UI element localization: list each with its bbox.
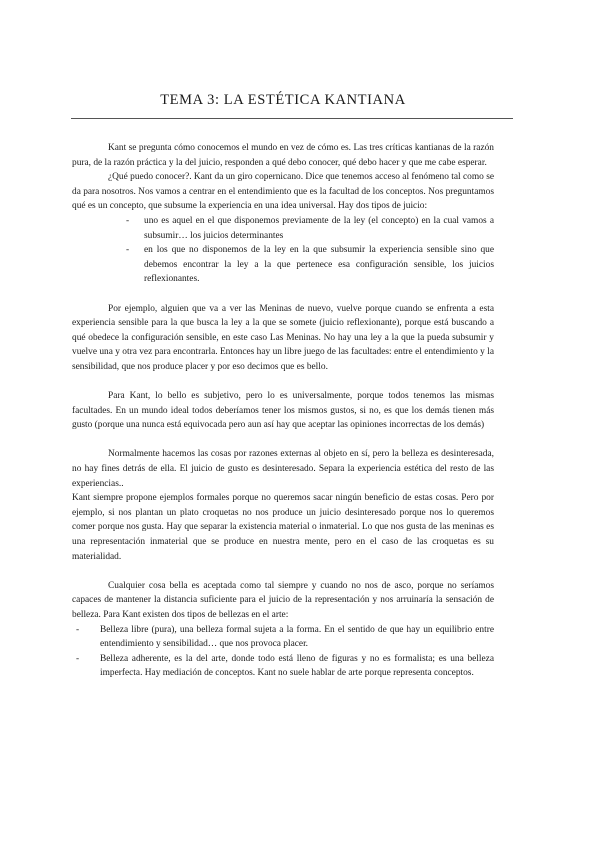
list-item: - Belleza adherente, es la del arte, donde todo está lleno de figuras y no es formalista; es una belleza imperfecta. Hay mediación de conceptos. Kant no suele hablar de arte porque representa conceptos. [76, 653, 494, 679]
document-title: TEMA 3: LA ESTÉTICA KANTIANA [160, 92, 406, 108]
paragraph-1: Kant se pregunta cómo conocemos el mundo en vez de cómo es. Las tres críticas kantianas de la razón pura, de la razón práctica y la del juicio, responden a qué debo conocer, qué debo hacer y que me cabe esperar. [72, 143, 494, 168]
beauty-types-list [72, 623, 494, 681]
title-divider [71, 118, 513, 119]
judgment-types-list [72, 214, 494, 287]
paragraph-6: Kant siempre propone ejemplos formales porque no queremos sacar ningún beneficio de estas cosas. Pero por ejemplo, si nos plantan un plato croquetas no nos produce un juicio desinteresado porque nos lo queremos comer porque nos gusta. Hay que separar la existencia material o inmaterial. Lo que nos gusta de las meninas es una representación inmaterial que se produce en nuestra mente, pero en el caso de las croquetas es su materialidad. [72, 493, 494, 562]
dash-bullet: - [126, 245, 130, 256]
list-item: - en los que no disponemos de la ley en la que subsumir la experiencia sensible sino que debemos encontrar la ley a la que pertenece esa configuración sensible, los juicios reflexionantes. [126, 245, 494, 285]
paragraph-3: Por ejemplo, alguien que va a ver las Meninas de nuevo, vuelve porque cuando se enfrenta a esta experiencia sensible para la que busca la ley a la que se somete (juicio reflexionante), porque está buscando a qué obedece la configuración sensible, en este caso Las Meninas. No hay una ley a la que la pueda subsumir y vuelve una y otra vez para encontrarla. Entonces hay un libre juego de las facultades: entre el entendimiento y la sensibilidad, que nos produce placer y por eso decimos que es bello. [72, 303, 494, 372]
paragraph-2: ¿Qué puedo conocer?. Kant da un giro copernicano. Dice que tenemos acceso al fenómeno tal como se da para nosotros. Nos vamos a centrar en el entendimiento que es la facultad de los conceptos. Nos preguntamos qué es un concepto, que subsume la experiencia en una idea universal. Hay dos tipos de juicio: [72, 172, 494, 212]
document-body [72, 141, 494, 681]
dash-bullet: - [76, 653, 80, 664]
dash-bullet: - [76, 624, 80, 635]
paragraph-4: Para Kant, lo bello es subjetivo, pero lo es universalmente, porque todos tenemos las mismas facultades. En un mundo ideal todos deberíamos tener los mismos gustos, si no, es que los demás tienen más gusto (porque una nunca está equivocada pero aun así hay que aceptar las opiniones incorrectas de los demás) [72, 391, 494, 431]
paragraph-5: Normalmente hacemos las cosas por razones externas al objeto en sí, pero la belleza es desinteresada, no hay fines detrás de ella. El juicio de gusto es desinteresado. Separa la experiencia estética del resto de las experiencias.. [72, 449, 494, 489]
paragraph-7: Cualquier cosa bella es aceptada como tal siempre y cuando no nos de asco, porque no seríamos capaces de mantener la distancia suficiente para el juicio de la representación y nos arruinaría la sensación de belleza. Para Kant existen dos tipos de bellezas en el arte: [72, 580, 494, 620]
dash-bullet: - [126, 215, 130, 226]
list-item: - Belleza libre (pura), una belleza formal sujeta a la forma. En el sentido de que hay un equilibrio entre entendimiento y sensibilidad… que nos provoca placer. [76, 624, 494, 650]
list-item: - uno es aquel en el que disponemos previamente de la ley (el concepto) en la cual vamos a subsumir… los juicios determinantes [126, 215, 494, 241]
